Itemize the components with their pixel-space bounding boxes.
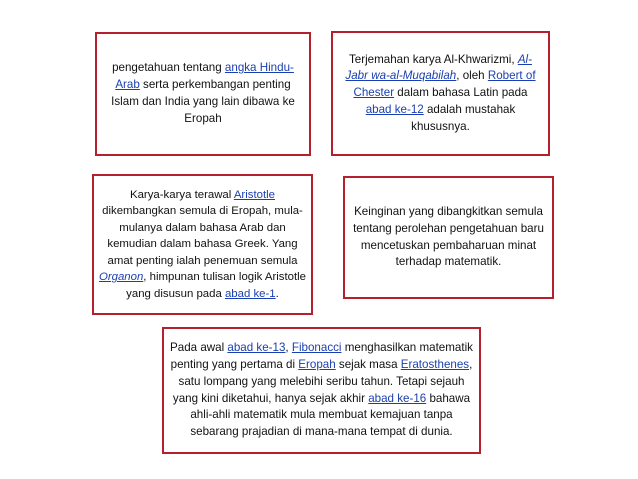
- text: serta perkembangan penting Islam dan India yang lain dibawa ke Eropah: [111, 78, 295, 125]
- text-box-al-khwarizmi: [331, 31, 550, 156]
- text: .: [275, 287, 279, 300]
- text: Karya-karya terawal: [130, 188, 234, 201]
- link-aristotle[interactable]: Aristotle: [233, 188, 275, 201]
- text: bahawa ahli-ahli matematik mula membuat kemajuan tanpa sebarang prajadian di mana-mana tempat di dunia.: [190, 391, 471, 439]
- link-organon[interactable]: Organon: [98, 271, 144, 284]
- text-box-hindu-arab: [95, 32, 311, 156]
- link-eratosthenes[interactable]: Eratosthenes: [400, 357, 470, 371]
- link-fibonacci[interactable]: Fibonacci: [291, 341, 342, 355]
- link-abad-ke-12[interactable]: abad ke-12: [365, 102, 424, 116]
- text: dalam bahasa Latin pada: [394, 86, 528, 100]
- link-eropah[interactable]: Eropah: [298, 357, 336, 371]
- box-text: [333, 52, 548, 136]
- link-robert-of-chester[interactable]: Robert of Chester: [353, 69, 536, 100]
- text: menghasilkan matematik penting yang pertama di: [170, 341, 473, 371]
- text: sejak masa: [335, 357, 401, 371]
- box-text: [164, 340, 479, 441]
- text-box-keinginan: [343, 176, 554, 299]
- text: Terjemahan karya Al-Khwarizmi,: [349, 52, 518, 66]
- text: , himpunan tulisan logik Aristotle yang disusun pada: [126, 271, 307, 300]
- box-text: [345, 204, 552, 271]
- text: ,: [285, 341, 292, 355]
- text: , satu lompang yang melebihi seribu tahun. Tetapi sejauh yang kini diketahui, hanya sejak akhir: [172, 357, 473, 405]
- text: adalah mustahak khususnya.: [411, 102, 516, 133]
- text: Pada awal: [170, 341, 228, 355]
- link-abad-ke-1[interactable]: abad ke-1: [224, 287, 276, 300]
- link-abad-ke-13[interactable]: abad ke-13: [227, 341, 286, 355]
- text: Keinginan yang dibangkitkan semula tentang perolehan pengetahuan baru mencetuskan pembaharuan minat terhadap matematik.: [353, 204, 544, 269]
- box-text: [94, 187, 311, 303]
- link-al-jabr[interactable]: Al-Jabr wa-al-Muqabilah: [345, 52, 532, 83]
- text: dikembangkan semula di Eropah, mula-mulanya dalam bahasa Arab dan kemudian dalam bahasa Greek. Yang amat penting ialah penemuan semula: [102, 205, 303, 267]
- link-angka-hindu-arab[interactable]: angka Hindu-Arab: [115, 61, 294, 92]
- text-box-aristotle: [92, 174, 313, 315]
- box-text: [97, 60, 309, 127]
- text: pengetahuan tentang: [112, 61, 225, 75]
- link-abad-ke-16[interactable]: abad ke-16: [368, 391, 427, 405]
- text-box-fibonacci: [162, 327, 481, 454]
- text: , oleh: [456, 69, 488, 83]
